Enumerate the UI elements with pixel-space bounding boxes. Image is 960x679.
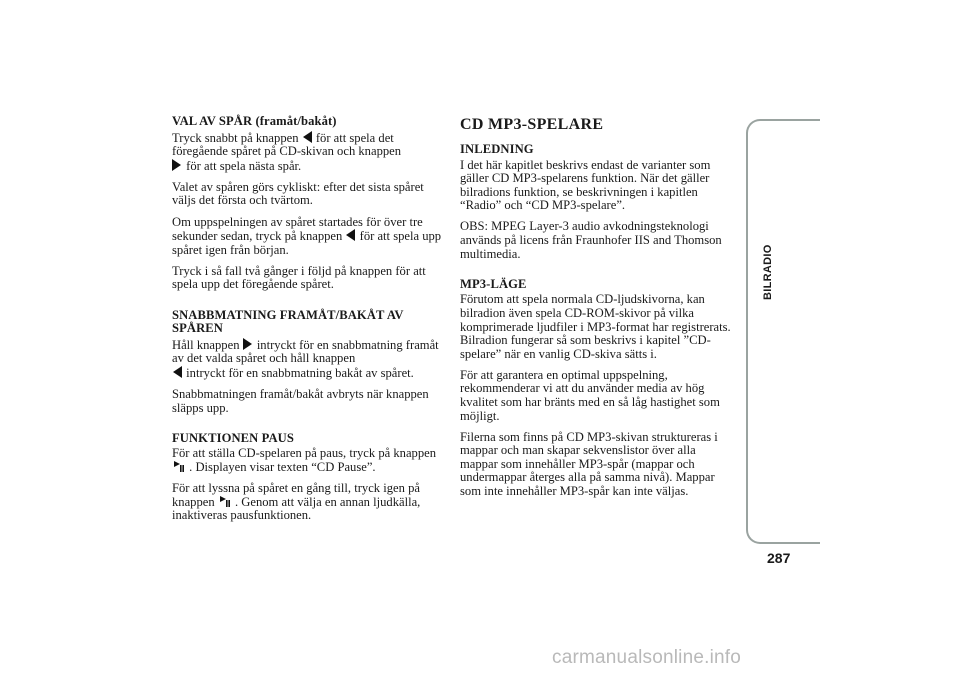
- paragraph: [172, 338, 448, 381]
- paragraph: Tryck i så fall två gånger i följd på knappen för att spela upp det föregående spåret.: [172, 263, 426, 292]
- triangle-right-icon: [243, 338, 252, 350]
- section-title-track-select: VAL AV SPÅR (framåt/bakåt): [172, 114, 337, 128]
- paragraph: Filerna som finns på CD MP3-skivan struktureras i mappar och man skapar sekvenslistor över alla mappar som innehåller MP3-spår (mappar och undermappar återges alla på samma nivå). Mappar som inte innehåller MP3-spår kan inte väljas.: [460, 429, 718, 499]
- triangle-left-icon: [173, 366, 182, 378]
- left-column: [172, 115, 448, 530]
- text: För att lyssna på spåret en gång till, tryck igen på knappen: [172, 480, 420, 509]
- text: Tryck snabbt på knappen: [172, 130, 299, 145]
- triangle-left-icon: [346, 229, 355, 241]
- paragraph: [172, 216, 448, 258]
- paragraph: Förutom att spela normala CD-ljudskivorna, kan bilradion även spela CD-ROM-skivor på vilka komprimerade ljudfiler i MP3-format har registrerats. Bilradion fungerar så som beskrivs i kapitel ”CD-spelare” när en vanlig CD-skiva sätts i.: [460, 292, 731, 361]
- paragraph: [172, 482, 448, 523]
- text: för att spela upp spåret igen från början.: [172, 229, 442, 257]
- triangle-right-icon: [172, 159, 181, 171]
- text: Håll knappen: [172, 337, 240, 352]
- chapter-heading: CD MP3-SPELARE: [460, 116, 604, 133]
- paragraph: [172, 131, 448, 174]
- right-column: [460, 115, 736, 506]
- text: För att ställa CD-spelaren på paus, tryck på knappen: [172, 446, 437, 461]
- watermark: carmanualsonline.info: [552, 647, 742, 668]
- paragraph: Snabbmatningen framåt/bakåt avbryts när knappen släpps upp.: [172, 387, 429, 415]
- text: . Genom att välja en annan ljudkälla, inaktiveras pausfunktionen.: [172, 494, 421, 523]
- play-pause-icon: [220, 496, 230, 507]
- text: . Displayen visar texten “CD Pause”.: [189, 459, 376, 474]
- paragraph: OBS: MPEG Layer-3 audio avkodningsteknologi används på licens från Fraunhofer IIS and Thomson multimedia.: [460, 219, 722, 261]
- triangle-left-icon: [303, 131, 312, 143]
- text: intryckt för en snabbmatning framåt av det valda spåret och håll knappen: [172, 337, 439, 366]
- text: för att spela det föregående spåret på CD-skivan och knappen: [172, 130, 402, 159]
- chapter-tab: [746, 119, 820, 544]
- paragraph: [172, 447, 448, 474]
- page-number: 287: [767, 550, 791, 566]
- text: för att spela nästa spår.: [186, 158, 302, 173]
- paragraph: Valet av spåren görs cykliskt: efter det sista spåret väljs det första och tvärtom.: [172, 179, 424, 208]
- section-title-intro: INLEDNING: [460, 142, 534, 156]
- paragraph: I det här kapitlet beskrivs endast de varianter som gäller CD MP3-spelarens funktion. När det gäller bilradions funktion, se beskrivningen i kapitlen “Radio” och “CD MP3-spelare”.: [460, 157, 711, 213]
- text: intryckt för en snabbmatning bakåt av spåret.: [186, 365, 414, 380]
- section-title-pause: FUNKTIONEN PAUS: [172, 430, 294, 445]
- section-title-mp3-mode: MP3-LÄGE: [460, 276, 527, 291]
- paragraph: För att garantera en optimal uppspelning, rekommenderar vi att du använder media av hög kvalitet som har bränts med en så låg hastighet som möjligt.: [460, 367, 720, 423]
- play-pause-icon: [174, 461, 184, 472]
- chapter-label: BILRADIO: [762, 244, 774, 300]
- text: Om uppspelningen av spåret startades för över tre sekunder sedan, tryck på knappen: [172, 214, 423, 244]
- section-title-fast-forward: SNABBMATNING FRAMÅT/BAKÅT AV SPÅREN: [172, 307, 404, 336]
